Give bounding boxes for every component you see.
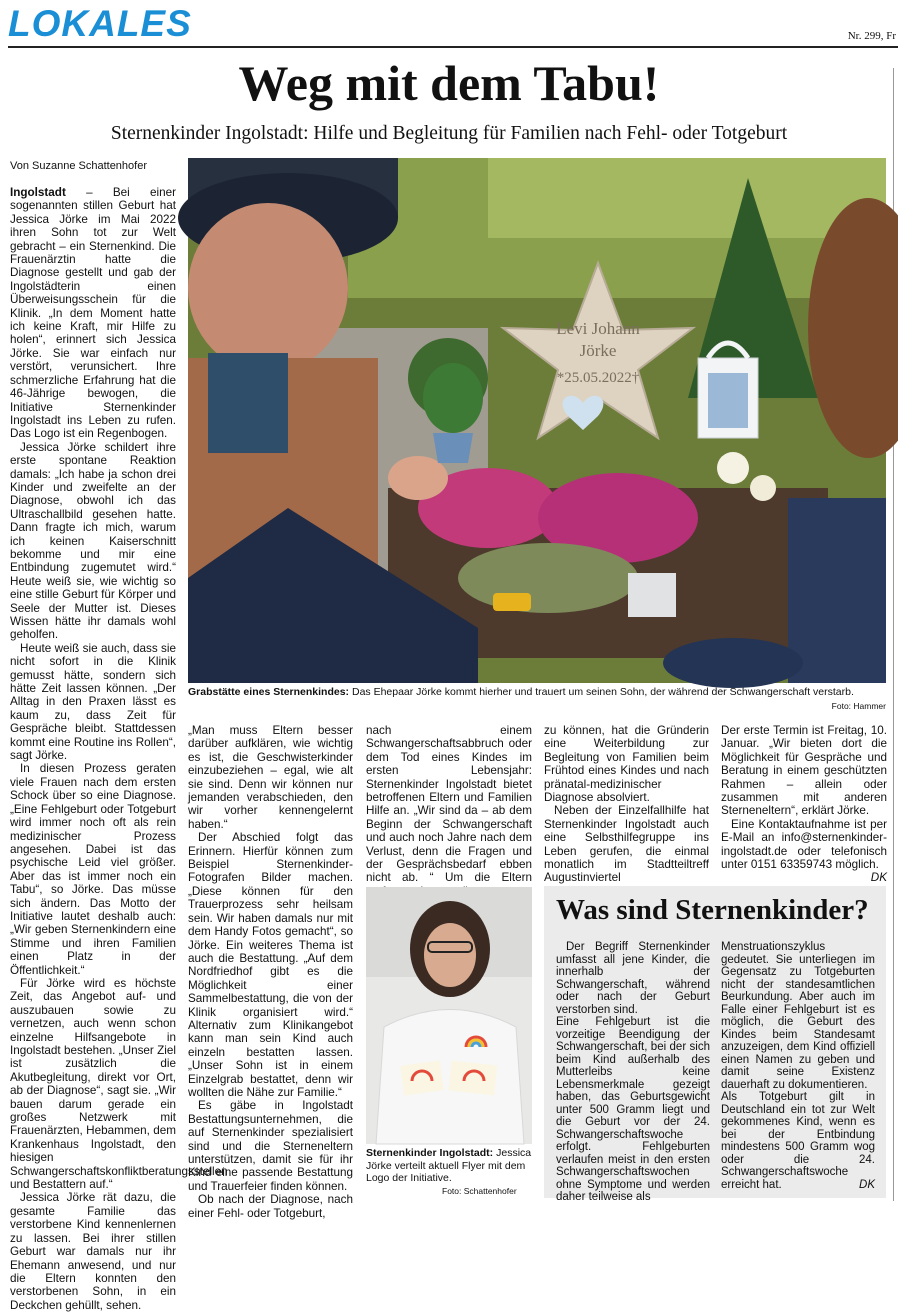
grave-photo (188, 158, 886, 683)
paragraph (10, 186, 176, 441)
paragraph: zu können, hat die Gründerin eine Weiterbildung zur Begleitung von Familien beim Frühtod eines Kindes und nach pränatal-medizinischer Diagnose absolviert. (544, 724, 709, 805)
caption-label: Grabstätte eines Sternenkindes: (188, 686, 350, 698)
paragraph: Der erste Termin ist Freitag, 10. Januar. „Wir bieten dort die Möglichkeit für Gespräche und Beratung in einem geschützten Rahmen – allein oder zusammen mit anderen Sterneneltern“, erklärt Jörke. (721, 724, 887, 818)
article-subheadline: Sternenkinder Ingolstadt: Hilfe und Begleitung für Familien nach Fehl- oder Totgeburt (110, 123, 788, 144)
paragraph: Eine Fehlgeburt ist die vorzeitige Beendigung der Schwangerschaft, bei der sich beim Kind außerhalb des Mutterleibs keine Lebensmerkmale gezeigt haben, das Geburtsgewicht unter 500 Gramm liegt und die Geburt vor der 24. Schwangerschaftswoche erfolgt. Fehlgeburten verlaufen meist in den ersten Schwangerschaftswochen ohne Symptome und werden daher teilweise als (556, 1016, 710, 1203)
paragraph: Jessica Jörke rät dazu, die gesamte Familie das verstorbene Kind kennenlernen zu lassen. Bei ihrer stillen Geburt war damals nur ihr Ehemann anwesend, und nur die Eltern konnten den verstorbenen Sohn, in ein Deckchen gehüllt, sehen. (10, 1191, 176, 1312)
article-column-3 (366, 724, 532, 898)
grave-photo-caption (188, 686, 886, 699)
caption-text: Das Ehepaar Jörke kommt hierher und trauert um seinen Sohn, der während der Schwangerschaft verstarb. (349, 686, 854, 698)
paragraph: Der Begriff Sternenkinder umfasst all jene Kinder, die innerhalb der Schwangerschaft, während oder nach der Geburt verstorben sind. (556, 941, 710, 1016)
paragraph: Heute weiß sie auch, dass sie nicht sofort in die Klinik gemusst hätte, sondern sich hätte Zeit lassen können. „Der Alltag in den Praxen lässt es kaum zu, dass Zeit für Gespräche bleibt. Stattdessen kommt eine Routine ins Rollen“, sagt Jörke. (10, 641, 176, 763)
infobox-column-left (556, 941, 710, 1204)
paragraph: Es gäbe in Ingolstadt Bestattungsunternehmen, die auf Sternenkinder spezialisiert sind und die Sterneneltern unterstützen, damit sie für ihr Kind eine passende Bestattung und Trauerfeier finden können. (188, 1099, 353, 1193)
star-inscription-surname: Jörke (579, 341, 617, 360)
paragraph: „Man muss Eltern besser darüber aufklären, wie wichtig es ist, die Geschwisterkinder einzubeziehen – egal, wie alt sie sind. Denn wir können nur jemanden verabschieden, den wir vorher kennengelernt haben.“ (188, 724, 353, 831)
paragraph: nach einem Schwangerschaftsabbruch oder dem Tod eines Kindes im ersten Lebensjahr: Sternenkinder Ingolstadt bietet betroffenen Eltern und Familien Hilfe an. „Wir sind da – ab dem Beginn der Schwangerschaft und auch noch Jahre nach dem Verlust, denn die Fragen und der Gesprächsbedarf ebben nicht ab. “ Um die Eltern (366, 724, 532, 885)
article-column-4 (544, 724, 709, 898)
article-column-5 (721, 724, 887, 885)
star-inscription-name: Levi Johann (556, 319, 640, 338)
author-sign: DK (870, 871, 887, 885)
paragraph (721, 817, 887, 885)
caption-label: Sternenkinder Ingolstadt: (366, 1147, 494, 1159)
infobox-title: Was sind Sternenkinder? (556, 894, 869, 926)
infobox-column-right (721, 941, 875, 1191)
byline: Von Suzanne Schattenhofer (10, 160, 147, 172)
paragraph-text: Eine Kontaktaufnahme ist per E-Mail an info@sternenkinder-ingolstadt.de oder telefonisch unter 0151 63359743 möglich. (721, 817, 887, 872)
ressort-title: LOKALES (8, 3, 192, 44)
paragraph: Menstruationszyklus gedeutet. Sie unterliegen im Gegensatz zu Totgeburten nicht der standesamtlichen Beurkundung. Aber auch im Falle einer Fehlgeburt ist es möglich, die Geburt des Kindes beim Standesamt anzuzeigen, dem Kind offiziell einen Namen zu geben und damit seine Existenz dauerhaft zu dokumentieren. (721, 941, 875, 1091)
portrait-photo (366, 887, 532, 1144)
header-rule (8, 46, 898, 48)
paragraph: Ob nach der Diagnose, nach einer Fehl- oder Totgeburt, (188, 1193, 353, 1220)
article-column-2 (188, 724, 353, 1220)
paragraph: Jessica Jörke schildert ihre erste spontane Reaktion damals: „Ich habe ja schon drei Kinder und zweifelte an der Diagnose, obwohl ich das Ultraschallbild gesehen hatte. Dann fragte ich mich, warum ich keinen Kaiserschnitt bekomme und mir eine Entbindung zugemutet wird.“ Heute weiß sie, wie wichtig so eine stille Geburt für Körper und Seele der Mutter ist. Dieses Wissen hätte ihr damals wohl geholfen. (10, 440, 176, 642)
paragraph: Neben der Einzelfallhilfe hat Sternenkinder Ingolstadt auch eine Selbsthilfegruppe ins Leben gerufen, die einmal monatlich im Stadtteiltreff Augustinviertel (544, 804, 709, 885)
paragraph: Für Jörke wird es höchste Zeit, das Angebot auf- und auszubauen sowie zu vernetzen, auch wenn schon einzelne Hilfsangebote in Ingolstadt bestehen. „Unser Ziel ist zusätzlich die Akutbegleitung, direkt vor Ort, ab der Diagnose“, sagt sie. „Wir bauen darum gerade ein großes Netzwerk mit Frauenärzten, Hebammen, dem Krankenhaus Ingolstadt, den hiesigen Schwangerschaftskonfliktberatungsstellen und Bestattern auf.“ (10, 976, 228, 1192)
photo-credit: Foto: Hammer (831, 701, 886, 711)
portrait-credit: Foto: Schattenhofer (442, 1186, 517, 1196)
issue-number: Nr. 299, Fr (847, 30, 896, 42)
caption-text: Jessica Jörke verteilt aktuell Flyer mit dem Logo der Initiative. (366, 1147, 532, 1184)
paragraph-text: Als Totgeburt gilt in Deutschland ein tot zur Welt gekommenes Kind, wenn es bei der Entbindung mindestens 500 Gramm wog oder die 24. Schwangerschaftswoche erreicht hat. (721, 1091, 875, 1191)
dateline: Ingolstadt (10, 186, 66, 199)
paragraph (721, 1091, 875, 1191)
portrait-illustration (366, 887, 532, 1144)
article-headline: Weg mit dem Tabu! (238, 55, 660, 111)
paragraph: In diesen Prozess geraten viele Frauen nach dem ersten Schock über so eine Diagnose. „Eine Fehlgeburt oder Totgeburt wird immer noch oft als rein medizinischer Prozess angesehen. Dabei ist das psychische Leid viel größer. Aber das ist immer noch ein Tabu“, so Jörke. Das müsse sich ändern. Das Motto der Initiative lautet deshalb auch: „Wir geben Sternenkindern eine Stimme und ihren Familien einen Platz in der Öffentlichkeit.“ (10, 762, 176, 977)
paragraph-text: – Bei einer sogenannten stillen Geburt hat Jessica Jörke im Mai 2022 ihren Sohn tot zur Welt gebracht – ein Sternenkind. Die Frauenärztin hatte die Diagnose gestellt und gab der Ingolstädterin einen Überweisungsschein für die Klinik. „In dem Moment hatte ich keine Kraft, mir Hilfe zu holen“, erinnert sich Jessica Jörke. Sie war einfach nur verstört, verunsichert. Ihre schmerzliche Erfahrung hat die 46-Jährige bewogen, die Initiative Sternenkinder Ingolstadt ins Leben zu rufen. Das Logo ist ein Regenbogen. (10, 186, 176, 441)
paragraph: Der Abschied folgt das Erinnern. Hierfür können zum Beispiel Sternenkinder-Fotografen Bilder machen. „Diese können für den Trauerprozess sehr heilsam sein. Wir haben damals nur mit dem Handy Fotos gemacht“, so Jörke. Ein weiteres Thema ist auch die Bestattung. „Auf dem Nordfriedhof gibt es die Möglichkeit einer Sammelbestattung, die von der Klinik organisiert wird.“ Alternativ zum Klinikangebot kann man sein Kind auch einzeln bestatten lassen. „Unser Sohn ist in einem Einzelgrab bestattet, denn wir wollten die Nähe zur Familie.“ (188, 831, 353, 1099)
grave-photo-illustration (188, 158, 886, 683)
author-sign: DK (859, 1178, 875, 1191)
article-column-1 (10, 186, 228, 1312)
portrait-caption (366, 1147, 534, 1185)
star-inscription-date: *25.05.2022† (556, 370, 640, 386)
